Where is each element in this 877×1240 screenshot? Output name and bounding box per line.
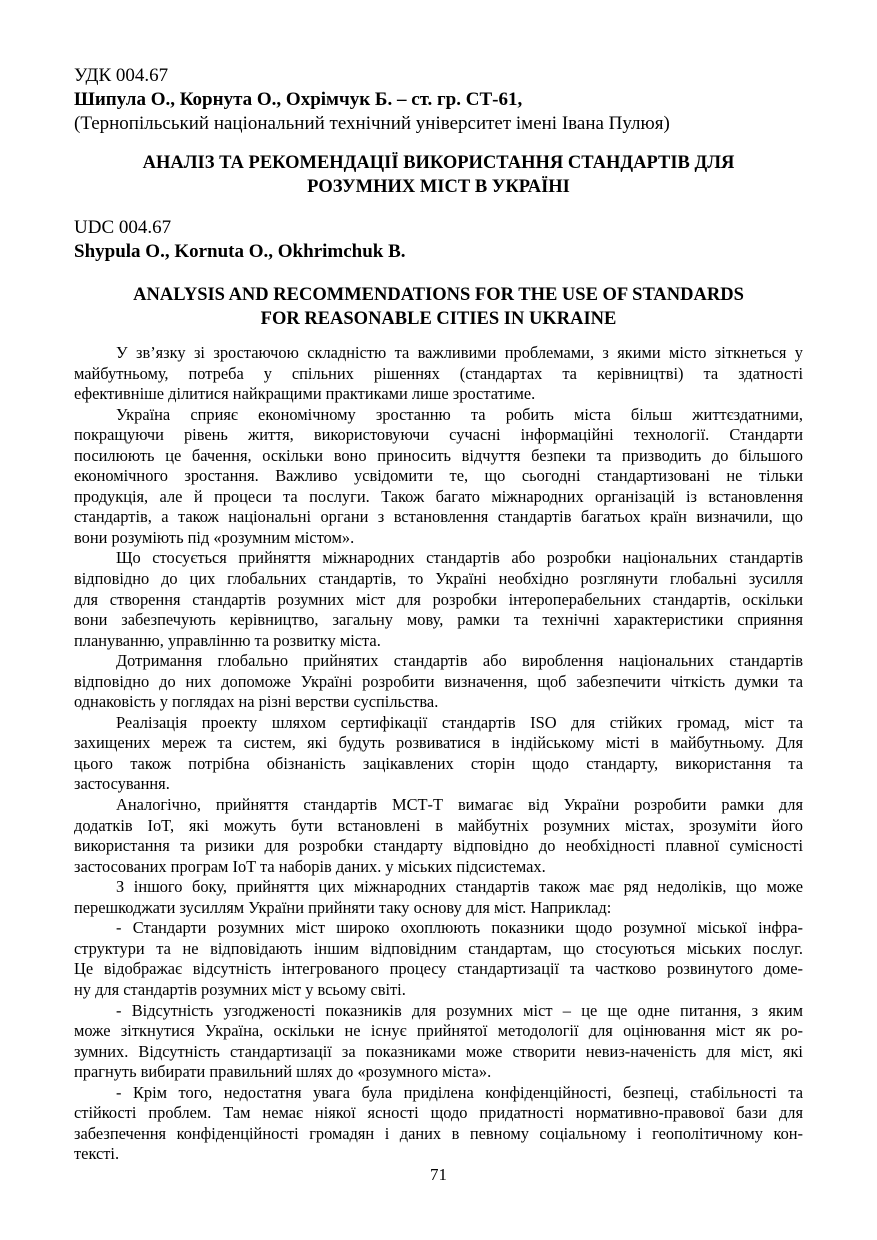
paragraph-line: економічного зростання. Важливо усвідомити те, що сьогодні стандартизовані не тільки xyxy=(74,466,803,486)
paragraph-line: покращуючи рівень життя, використовуючи сучасні інформаційні технології. Стандарти xyxy=(74,425,803,445)
paragraph-line: посилюють це бачення, оскільки воно приносить відчуття безпеки та призводить до більшого xyxy=(74,445,803,465)
paragraph-line: Україна сприяє економічному зростанню та робить міста більш життєздатними, xyxy=(116,404,803,424)
paragraph-line: застосованих програм IoT та наборів даних. у міських підсистемах. xyxy=(74,856,546,876)
paragraph-line: Реалізація проекту шляхом сертифікації стандартів ISO для стійких громад, міст та xyxy=(116,712,803,732)
paragraph-line: структури та не відповідають іншим відповідним стандартам, що стосуються міських послуг. xyxy=(74,938,803,958)
paragraph-line: Дотримання глобально прийнятих стандартів або вироблення національних стандартів xyxy=(116,651,803,671)
paragraph-line: для створення стандартів розумних міст для розробки інтероперабельних стандартів, оскільки xyxy=(74,589,803,609)
body-paragraph xyxy=(74,795,803,877)
udc-code-eng: UDC 004.67 xyxy=(74,217,172,238)
body-paragraph xyxy=(74,651,803,713)
paragraph-line: захищених мереж та систем, які будуть розвиватися в індійському місті в майбутньому. Для xyxy=(74,733,803,753)
title-ukr-line-2: РОЗУМНИХ МІСТ В УКРАЇНІ xyxy=(307,177,570,197)
body-paragraph xyxy=(74,343,803,405)
paragraph-line: вони забезпечують керівництво, загальну мову, рамки та технічні характеристики сприяння xyxy=(74,610,803,630)
paragraph-line: стійкості проблем. Там немає ніякої ясності щодо придатності нормативно-правової бази для xyxy=(74,1103,803,1123)
paragraph-line: додатків IoT, які можуть бути встановлені в майбутніх розумних містах, зрозуміти його xyxy=(74,815,803,835)
paragraph-line: майбутньому, потреба у спільних рішеннях (стандартах та керівництві) та здатності xyxy=(74,363,803,383)
paragraph-line: ну для стандартів розумних міст у всьому світі. xyxy=(74,979,406,999)
body-paragraph xyxy=(74,1001,803,1083)
paragraph-line: може зіткнутися Україна, оскільки не існує прийнятої методології для оцінювання міст як ро- xyxy=(74,1021,803,1041)
title-ukr-line-1: АНАЛІЗ ТА РЕКОМЕНДАЦІЇ ВИКОРИСТАННЯ СТАНДАРТІВ ДЛЯ xyxy=(142,153,735,173)
title-ukr xyxy=(74,151,803,199)
authors-ukr: Шипула О., Корнута О., Охрімчук Б. – ст. гр. СТ-61, xyxy=(74,89,523,110)
body-paragraph xyxy=(74,877,803,918)
authors-eng: Shypula O., Kornuta O., Okhrimchuk B. xyxy=(74,241,406,262)
paragraph-line: перешкоджати зусиллям України прийняти таку основу для міст. Наприклад: xyxy=(74,897,612,917)
paragraph-line: прагнуть вибирати правильний шлях до «розумного міста». xyxy=(74,1062,492,1082)
article-body xyxy=(74,343,803,1165)
udc-code-ukr: УДК 004.67 xyxy=(74,65,169,86)
paragraph-line: зумних. Відсутність стандартизації за показниками може створити невиз-наченість для міст, які xyxy=(74,1041,803,1061)
paragraph-line: плануванню, управлінню та розвитку міста. xyxy=(74,630,381,650)
english-header xyxy=(74,216,814,264)
paragraph-line: Аналогічно, прийняття стандартів МСТ-Т вимагає від України розробити рамки для xyxy=(116,795,803,815)
paragraph-line: - Відсутність узгодженості показників для розумних міст – це ще одне питання, з яким xyxy=(116,1000,803,1020)
paragraph-line: - Крім того, недостатня увага була приділена конфіденційності, безпеці, стабільності та xyxy=(116,1082,803,1102)
paragraph-line: використання та ризики для розробки стандарту відповідно до необхідності плавної сумісності xyxy=(74,836,803,856)
paragraph-line: стандартів, а також національні органи з встановлення стандартів багатьох країн визначили, що xyxy=(74,507,803,527)
body-paragraph xyxy=(74,1083,803,1165)
paragraph-line: Це відображає відсутність інтегрованого процесу стандартизації та частково розвинутого доме- xyxy=(74,959,803,979)
page-number: 71 xyxy=(430,1165,447,1184)
paragraph-line: З іншого боку, прийняття цих міжнародних стандартів також має ряд недоліків, що може xyxy=(116,877,803,897)
paragraph-line: У зв’язку зі зростаючою складністю та важливими проблемами, з якими місто зіткнеться у xyxy=(116,343,803,362)
paragraph-line: відповідно до цих глобальних стандартів, то Україні необхідно розглянути глобальні зусилля xyxy=(74,569,803,589)
title-eng-line-1: ANALYSIS AND RECOMMENDATIONS FOR THE USE OF STANDARDS xyxy=(133,285,744,305)
paragraph-line: - Стандарти розумних міст широко охоплюють показники щодо розумної міської інфра- xyxy=(116,918,803,938)
paragraph-line: тексті. xyxy=(74,1144,120,1164)
body-paragraph xyxy=(74,405,803,549)
paragraph-line: застосування. xyxy=(74,774,170,794)
paragraph-line: вони розуміють під «розумним містом». xyxy=(74,527,355,547)
affiliation-ukr: (Тернопільський національний технічний університет імені Івана Пулюя) xyxy=(74,113,670,134)
title-eng-line-2: FOR REASONABLE CITIES IN UKRAINE xyxy=(260,309,617,329)
paragraph-line: Що стосується прийняття міжнародних стандартів або розробки національних стандартів xyxy=(116,548,803,568)
body-paragraph xyxy=(74,918,803,1000)
paragraph-line: цього також потрібна обізнаність зацікавлених сторін щодо стандарту, використання та xyxy=(74,753,803,773)
body-paragraph xyxy=(74,713,803,795)
paragraph-line: забезпечення конфіденційності громадян і даних в певному соціальному і геополітичному кон- xyxy=(74,1123,803,1143)
paragraph-line: однаковість у поглядах на різні верстви суспільства. xyxy=(74,692,439,712)
title-eng xyxy=(74,283,803,331)
ukrainian-header xyxy=(74,64,814,136)
paragraph-line: ефективніше ділитися найкращими практиками лише зростатиме. xyxy=(74,384,536,404)
body-paragraph xyxy=(74,548,803,651)
paragraph-line: продукція, але й процеси та послуги. Також багато міжнародних організацій із встановлення xyxy=(74,486,803,506)
paragraph-line: відповідно до них допоможе Україні розробити визначення, щоб забезпечити чіткість думки та xyxy=(74,671,803,691)
